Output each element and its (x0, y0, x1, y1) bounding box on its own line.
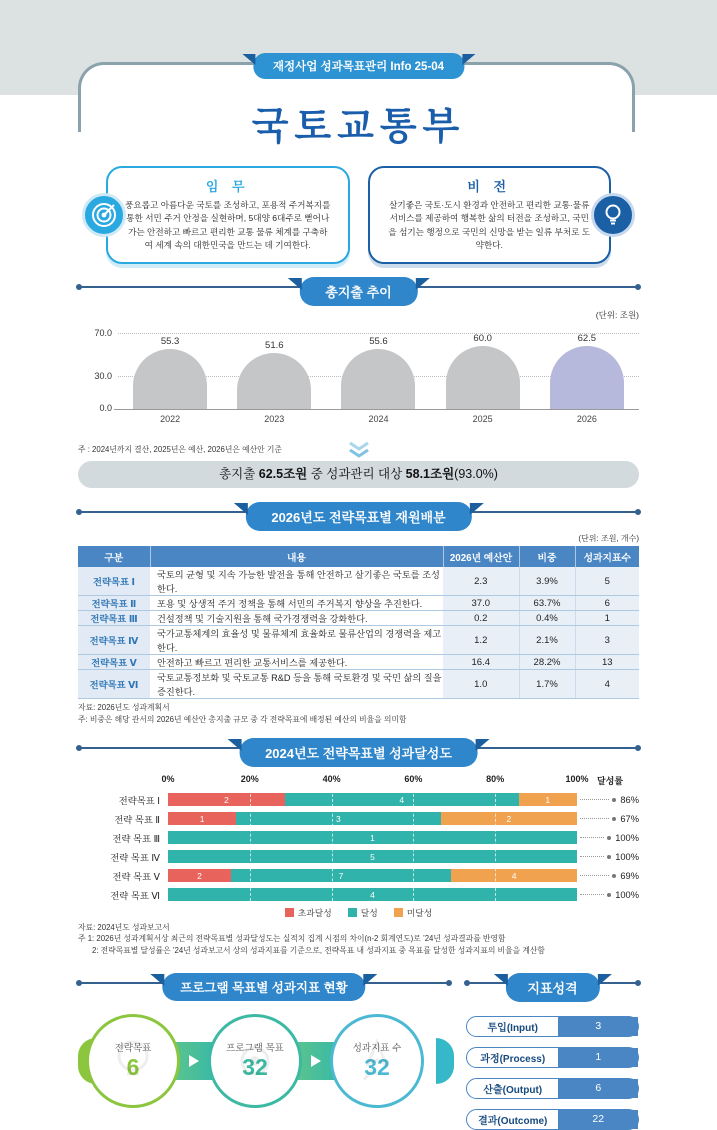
x-tick: 60% (404, 773, 423, 784)
indicator-type-section (466, 973, 639, 1130)
vision-body: 살기좋은 국토·도시 환경과 안전하고 편리한 교통·물류 서비스를 제공하여 행복한 삶의 터전을 조성하고, 국민을 섬기는 행정으로 국민의 신망을 받는 일류 부처로 도약한다. (388, 200, 591, 250)
legend-label: 달성 (360, 907, 378, 918)
stacked-bar (168, 888, 577, 901)
flow-right-tab (436, 1038, 454, 1084)
row-label: 전략 목표 Ⅵ (110, 890, 160, 901)
segment-achieved: 4 (168, 888, 577, 901)
row-count: 4 (575, 670, 639, 699)
row-desc: 안전하고 빠르고 편리한 교통서비스를 제공한다. (150, 655, 443, 670)
strategic-goal-circle (86, 1014, 180, 1108)
bar-2023 (237, 333, 311, 425)
summary-text: 중 성과관리 대상 (307, 467, 406, 482)
row-share: 28.2% (519, 655, 575, 670)
expenditure-note-row (78, 444, 639, 458)
dotted-leader (580, 799, 609, 800)
circle-value: 6 (126, 1054, 140, 1081)
achievement-source: 자료: 2024년도 성과보고서 (78, 922, 170, 932)
legend-swatch-over (285, 908, 294, 917)
segment-achieved: 3 (236, 812, 441, 825)
allocation-note: 주: 비중은 해당 관서의 2026년 예산안 총지출 규모 중 각 전략목표에 배정된 예산의 비율을 의미함 (78, 714, 407, 724)
achievement-legend (78, 906, 639, 919)
row-label: 전략 목표 Ⅴ (112, 871, 160, 882)
indicator-type-rows (466, 1016, 639, 1130)
vision-title: 비 전 (467, 179, 512, 194)
segment-achieved: 7 (231, 869, 451, 882)
segment-missed: 4 (451, 869, 577, 882)
table-row (78, 611, 639, 626)
leader-dot (607, 855, 611, 859)
expenditure-note: 주 : 2024년까지 결산, 2025년은 예산, 2026년은 예산안 기준 (78, 445, 282, 455)
section-title-achievement: 2024년도 전략목표별 성과달성도 (239, 738, 478, 767)
bar-shape (341, 349, 415, 409)
content-area (78, 0, 639, 1130)
table-header-row (78, 546, 639, 567)
row-count: 1 (575, 611, 639, 626)
row-budget: 1.2 (443, 626, 519, 655)
bar-2022 (133, 333, 207, 425)
stacked-bar (168, 812, 577, 825)
segment-over: 2 (168, 793, 285, 806)
bar-2026 (550, 333, 624, 425)
row-desc: 국토의 균형 및 지속 가능한 발전을 통해 안전하고 살기좋은 국토를 조성한다. (150, 567, 443, 596)
row-budget: 37.0 (443, 596, 519, 611)
row-count: 3 (575, 626, 639, 655)
row-share: 3.9% (519, 567, 575, 596)
row-label: 전략목표 Ⅳ (78, 626, 150, 655)
rocket-ghost-icon (350, 1034, 404, 1088)
col-header-gubun: 구분 (78, 546, 150, 567)
bar-value: 55.3 (160, 336, 180, 348)
row-label: 전략목표 Ⅰ (118, 795, 160, 806)
legend-item (348, 906, 378, 919)
bar-value: 55.6 (369, 336, 388, 348)
table-row (78, 655, 639, 670)
achievement-axis (78, 774, 639, 789)
type-value: 22 (558, 1110, 638, 1129)
stacked-bar (168, 869, 577, 882)
bar-year: 2024 (368, 414, 389, 425)
summary-percent: (93.0%) (454, 467, 498, 482)
legend-swatch-missed (394, 908, 403, 917)
allocation-unit: (단위: 조원, 개수) (578, 534, 639, 544)
bar-year: 2022 (160, 414, 181, 425)
bar-shape (237, 353, 311, 409)
circle-label: 성과지표 수 (352, 1043, 402, 1055)
achievement-note-2: 2: 전략목표별 달성률은 ’24년 성과보고서 상의 성과지표를 기준으로, 전략목표 내 성과지표 중 목표를 달성한 성과지표의 비율을 계산함 (92, 946, 545, 955)
achievement-row (78, 849, 639, 865)
table-row (78, 626, 639, 655)
segment-over: 2 (168, 869, 231, 882)
bar-value: 51.6 (265, 340, 284, 352)
leader-dot (612, 798, 616, 802)
row-share: 63.7% (519, 596, 575, 611)
page-title: 국토교통부 (251, 106, 466, 148)
legend-swatch-achieved (348, 908, 357, 917)
achievement-stacked-chart (78, 792, 639, 903)
rate-cell (577, 890, 639, 900)
row-label: 전략목표 Ⅱ (78, 596, 150, 611)
segment-missed: 2 (441, 812, 577, 825)
rate-value: 67% (620, 813, 639, 824)
mission-body: 풍요롭고 아름다운 국토를 조성하고, 포용적 주거복지를 통한 서민 주거 안정을 실현하며, 5대양 6대주로 뻗어나가는 안전하고 빠르고 편리한 교통 물류 체계를 구축하여 세계 속의 대한민국을 만드는 데 기여한다. (125, 200, 331, 250)
indicator-type-row (466, 1078, 639, 1099)
program-goal-circle (208, 1014, 302, 1108)
bar-year: 2023 (264, 414, 285, 425)
section-title-expenditure: 총지출 추이 (299, 277, 417, 306)
section-expenditure-header (78, 277, 639, 304)
rate-value: 69% (620, 870, 639, 881)
summary-total: 62.5조원 (258, 467, 308, 482)
segment-achieved: 4 (285, 793, 519, 806)
row-share: 1.7% (519, 670, 575, 699)
type-value: 6 (558, 1079, 638, 1098)
x-tick: 80% (486, 773, 505, 784)
type-value: 1 (558, 1048, 638, 1067)
type-label: 과정(Process) (480, 1053, 546, 1065)
segment-missed: 1 (519, 793, 577, 806)
row-label: 전략 목표 Ⅱ (114, 814, 160, 825)
section-allocation-header (78, 502, 639, 529)
rate-cell (577, 852, 639, 862)
indicator-type-row (466, 1016, 639, 1037)
expenditure-summary-pill (78, 461, 639, 488)
bar-shape-highlighted (550, 346, 624, 409)
rate-value: 100% (615, 832, 639, 843)
rate-value: 100% (615, 889, 639, 900)
arrow-right-icon (311, 1055, 321, 1067)
achievement-row (78, 887, 639, 903)
indicator-type-row (466, 1047, 639, 1068)
leader-dot (607, 836, 611, 840)
y-tick-30: 30.0 (94, 371, 112, 382)
leader-dot (612, 874, 616, 878)
col-header-share: 비중 (519, 546, 575, 567)
type-value: 3 (558, 1017, 638, 1036)
row-label: 전략목표 Ⅴ (78, 655, 150, 670)
x-tick: 100% (565, 773, 589, 784)
rate-cell (577, 833, 639, 843)
allocation-source: 자료: 2026년도 성과계획서 (78, 703, 170, 713)
rate-column-header: 달성률 (596, 775, 624, 786)
header-badge: 재정사업 성과목표관리 Info 25-04 (253, 53, 464, 79)
legend-item (394, 906, 433, 919)
achievement-row (78, 811, 639, 827)
row-budget: 1.0 (443, 670, 519, 699)
achievement-row (78, 868, 639, 884)
x-tick: 20% (240, 773, 259, 784)
leader-dot (607, 893, 611, 897)
row-count: 6 (575, 596, 639, 611)
circle-value: 32 (242, 1054, 268, 1081)
legend-label: 초과달성 (297, 907, 332, 918)
row-desc: 국토교통정보화 및 국토교통 R&D 등을 통해 국토환경 및 국민 삶의 질을 증진한다. (150, 670, 443, 699)
circle-value: 32 (364, 1054, 390, 1081)
legend-item (285, 906, 332, 919)
gear-ghost-icon (228, 1034, 282, 1088)
section-achievement-header (78, 738, 639, 765)
row-share: 2.1% (519, 626, 575, 655)
program-flow (78, 1014, 450, 1108)
row-count: 5 (575, 567, 639, 596)
vertical-gridline (413, 794, 414, 901)
bar-2024 (341, 333, 415, 425)
row-desc: 포용 및 상생적 주거 정책을 통해 서민의 주거복지 향상을 추진한다. (150, 596, 443, 611)
bars-row (118, 333, 639, 425)
allocation-table (78, 546, 639, 699)
circle-label: 프로그램 목표 (226, 1043, 284, 1055)
bar-value: 62.5 (577, 333, 597, 345)
rate-cell (577, 814, 639, 824)
section-title-program: 프로그램 목표별 성과지표 현황 (162, 973, 365, 1001)
stacked-bar (168, 850, 577, 863)
arrow-right-icon (189, 1055, 199, 1067)
row-desc: 국가교통체계의 효율성 및 물류체계 효율화로 물류산업의 경쟁력을 제고한다. (150, 626, 443, 655)
circle-label: 전략목표 (114, 1043, 152, 1055)
section-title-allocation: 2026년도 전략목표별 재원배분 (245, 502, 471, 531)
summary-text: 총지출 (219, 467, 259, 482)
section-program-header (78, 973, 450, 1000)
stacked-bar (168, 793, 577, 806)
bar-year: 2026 (576, 414, 597, 425)
achievement-row (78, 792, 639, 808)
lightbulb-icon (591, 193, 635, 237)
summary-managed: 58.1조원 (405, 467, 455, 482)
chevron-down-icon (346, 442, 372, 463)
achievement-note-1: 주 1: 2026년 성과계획서상 최근의 전략목표별 성과달성도는 실적치 집계 시점의 차이(n-2 회계연도)로 ’24년 성과결과를 반영함 (78, 934, 506, 944)
lightbulb-ghost-icon (106, 1034, 160, 1088)
row-share: 0.4% (519, 611, 575, 626)
segment-over: 1 (168, 812, 236, 825)
mission-vision-row (78, 166, 639, 264)
segment-achieved: 1 (168, 831, 577, 844)
y-tick-70: 70.0 (94, 328, 112, 339)
row-label: 전략목표 Ⅲ (78, 611, 150, 626)
vision-box (368, 166, 612, 264)
dotted-leader (580, 894, 604, 895)
segment-achieved: 5 (168, 850, 577, 863)
achievement-row (78, 830, 639, 846)
section-title-indicator-type: 지표성격 (505, 973, 599, 1002)
bar-2025 (446, 333, 520, 425)
section-indicator-type-header (466, 973, 639, 1000)
rate-cell (577, 871, 639, 881)
rate-value: 86% (620, 794, 639, 805)
row-budget: 2.3 (443, 567, 519, 596)
mission-box (106, 166, 350, 264)
rate-value: 100% (615, 851, 639, 862)
table-row (78, 567, 639, 596)
col-header-budget: 2026년 예산안 (443, 546, 519, 567)
vertical-gridline (332, 794, 333, 901)
dotted-leader (580, 875, 609, 876)
row-label: 전략 목표 Ⅳ (110, 852, 160, 863)
expenditure-unit: (단위: 조원) (595, 310, 639, 321)
legend-label: 미달성 (406, 907, 433, 918)
bar-shape (446, 346, 520, 409)
stacked-bar (168, 831, 577, 844)
table-row (78, 670, 639, 699)
leader-dot (612, 817, 616, 821)
program-section (78, 973, 450, 1130)
mission-title: 임 무 (205, 179, 250, 194)
dotted-leader (580, 818, 609, 819)
row-budget: 0.2 (443, 611, 519, 626)
vertical-gridline (250, 794, 251, 901)
dotted-leader (580, 837, 604, 838)
bottom-sections (78, 973, 639, 1130)
bar-shape (133, 349, 207, 409)
target-icon (82, 193, 126, 237)
row-label: 전략목표 Ⅵ (78, 670, 150, 699)
col-header-indicators: 성과지표수 (575, 546, 639, 567)
rate-cell (577, 795, 639, 805)
bar-year: 2025 (472, 414, 493, 425)
type-label: 결과(Outcome) (478, 1115, 548, 1127)
row-label: 전략 목표 Ⅲ (112, 833, 160, 844)
dotted-leader (580, 856, 604, 857)
expenditure-bar-chart (78, 321, 639, 427)
x-tick: 0% (161, 773, 175, 784)
indicator-count-circle (330, 1014, 424, 1108)
indicator-type-row (466, 1109, 639, 1130)
row-budget: 16.4 (443, 655, 519, 670)
row-count: 13 (575, 655, 639, 670)
row-desc: 건설정책 및 기술지원을 통해 국가경쟁력을 강화한다. (150, 611, 443, 626)
x-axis-baseline (114, 409, 639, 410)
row-label: 전략목표 Ⅰ (78, 567, 150, 596)
vertical-gridline (495, 794, 496, 901)
y-tick-0: 0.0 (99, 403, 112, 414)
type-label: 산출(Output) (483, 1084, 543, 1096)
col-header-content: 내용 (150, 546, 443, 567)
bar-value: 60.0 (473, 333, 492, 345)
x-tick: 40% (322, 773, 341, 784)
table-row (78, 596, 639, 611)
type-label: 투입(Input) (487, 1022, 538, 1034)
